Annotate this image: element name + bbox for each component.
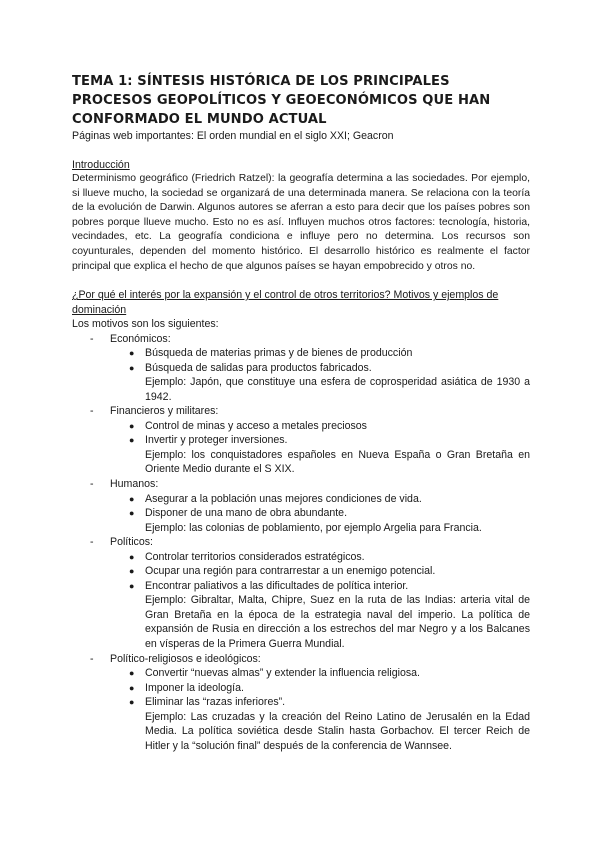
intro-paragraph: Determinismo geográfico (Friedrich Ratzel): la geografía determina a las sociedades. Por ejemplo, si llueve mucho, la sociedad se organizará de una determinada manera. Se relaciona con la teoría de la evolución de Darwin. Algunos autores se aferran a esto para decir que los países pobres son pobres porque llueve mucho. Esto no es así. Influyen muchos otros factores: tecnología, historia, vecindades, etc. La geografía condiciona e influye pero no determina. Los recursos son coyunturales, dependen del momento histórico. El desarrollo histórico es realmente el factor principal que explica el hecho de que algunos países se hayan empobrecido y otros no. [72, 173, 530, 272]
bullet-icon: ● [129, 435, 135, 446]
category-label: Económicos: [110, 332, 171, 345]
category-label: Político-religiosos e ideológicos: [110, 652, 261, 665]
list-item: ● Imponer la ideología. [129, 681, 244, 694]
intro-heading: Introducción [72, 158, 130, 171]
bullet-icon: ● [129, 566, 135, 577]
bullet-icon: ● [129, 348, 135, 359]
bullet-icon: ● [129, 580, 135, 591]
item-list [72, 550, 530, 594]
dash-marker: - [90, 652, 94, 665]
dash-marker: - [90, 536, 94, 549]
category-label: Financieros y militares: [110, 405, 219, 418]
bullet-icon: ● [129, 493, 135, 504]
example-text: Ejemplo: Japón, que constituye una esfera de coprosperidad asiática de 1930 a 1942. [145, 376, 530, 403]
item-list [72, 492, 530, 521]
bullet-icon: ● [129, 668, 135, 678]
list-item: ● Controlar territorios considerados estratégicos. [129, 550, 365, 563]
list-item: ● Búsqueda de salidas para productos fabricados. [129, 361, 372, 374]
dash-marker: - [90, 478, 94, 491]
category-label: Humanos: [110, 478, 159, 491]
category-religious-ideological [72, 652, 530, 754]
bullet-icon: ● [129, 420, 135, 431]
dash-marker: - [90, 405, 94, 418]
bullet-icon: ● [129, 551, 135, 562]
category-label: Políticos: [110, 536, 153, 549]
list-item: ● Eliminar las “razas inferiores”. [129, 696, 286, 708]
example-text: Ejemplo: Gibraltar, Malta, Chipre, Suez en la ruta de las Indias: arteria vital de Gran Bretaña en la época de la estrategia naval del imperio. La política de expansión de Rusia en dirección a los estrechos del mar Negro y a los Balcanes en vísperas de la Primera Guerra Mundial. [145, 594, 530, 650]
list-item: ● Búsqueda de materias primas y de bienes de producción [129, 347, 413, 360]
list-item: ● Asegurar a la población unas mejores condiciones de vida. [129, 492, 422, 505]
category-human [72, 477, 530, 535]
list-item: ● Ocupar una región para contrarrestar a un enemigo potencial. [129, 565, 436, 578]
page-title: TEMA 1: SÍNTESIS HISTÓRICA DE LOS PRINCIPALES PROCESOS GEOPOLÍTICOS Y GEOECONÓMICOS QUE HAN CONFORMADO EL MUNDO ACTUAL [72, 74, 491, 127]
bullet-icon: ● [129, 508, 135, 519]
example-text: Ejemplo: las colonias de poblamiento, por ejemplo Argelia para Francia. [145, 521, 482, 534]
list-item: ● Convertir “nuevas almas” y extender la influencia religiosa. [129, 667, 420, 679]
web-references: Páginas web importantes: El orden mundial en el siglo XXI; Geacron [72, 130, 394, 142]
category-economic [72, 332, 530, 405]
dash-marker: - [90, 332, 94, 345]
list-item: ● Invertir y proteger inversiones. [129, 434, 288, 447]
bullet-icon: ● [129, 697, 135, 707]
item-list [72, 419, 530, 448]
list-item: ● Disponer de una mano de obra abundante. [129, 507, 348, 520]
bullet-icon: ● [129, 362, 135, 373]
example-text: Ejemplo: los conquistadores españoles en Nueva España o Gran Bretaña en Oriente Medio durante el S XIX. [145, 448, 530, 476]
motives-lead: Los motivos son los siguientes: [72, 318, 219, 331]
list-item: ● Control de minas y acceso a metales preciosos [129, 419, 367, 432]
bullet-icon: ● [129, 682, 135, 693]
list-item: ● Encontrar paliativos a las dificultades de política interior. [129, 579, 409, 592]
example-text: Ejemplo: Las cruzadas y la creación del Reino Latino de Jerusalén en la Edad Media. La política soviética desde Stalin hasta Gorbachov. El tercer Reich de Hitler y la “solución final” después de la conferencia de Wannsee. [145, 710, 530, 752]
item-list [72, 666, 530, 710]
item-list [72, 346, 530, 375]
category-financial-military [72, 404, 530, 477]
motives-heading: ¿Por qué el interés por la expansión y el control de otros territorios? Motivos y ejemplos de dominación [72, 289, 499, 316]
category-political [72, 535, 530, 651]
